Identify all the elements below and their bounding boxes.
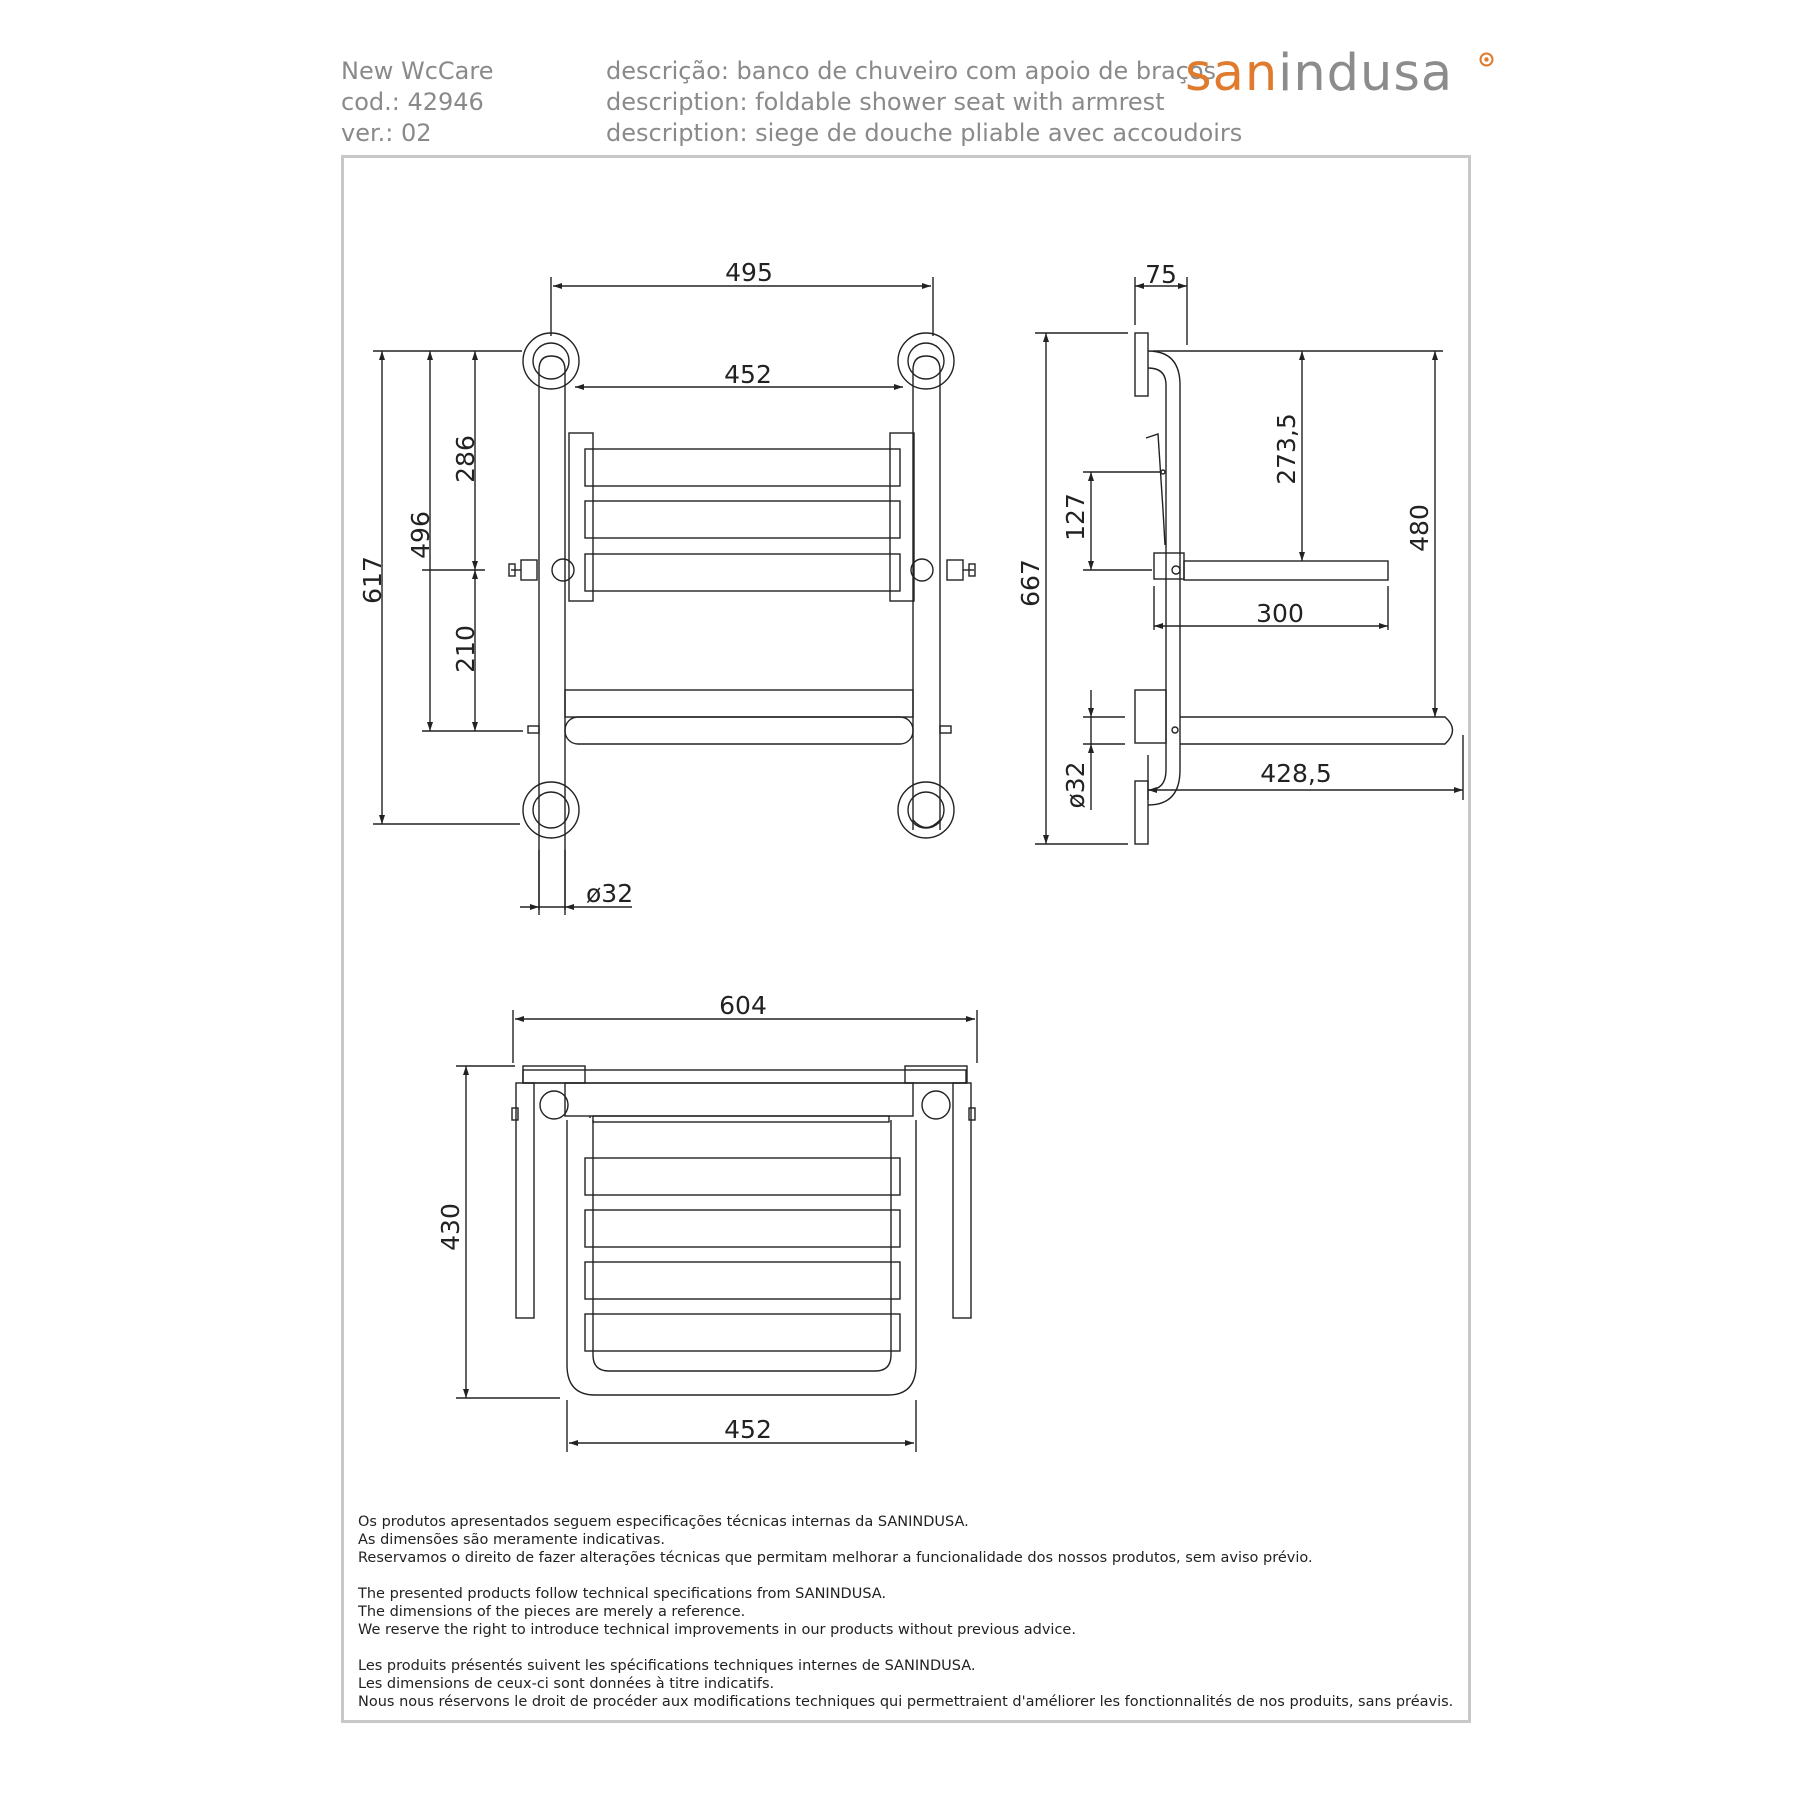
note-fr-1: Les produits présentés suivent les spécifications techniques internes de SANINDUSA. [358,1658,976,1674]
dim-front-diameter: ø32 [586,879,634,908]
dim-side-300: 300 [1256,599,1304,628]
description-en: description: foldable shower seat with armrest [606,88,1165,116]
note-en-3: We reserve the right to introduce technical improvements in our products without previous advice. [358,1622,1076,1638]
notes-pt [358,1513,1453,1567]
dim-side-75: 75 [1145,260,1177,289]
note-pt-1: Os produtos apresentados seguem especificações técnicas internas da SANINDUSA. [358,1514,969,1530]
logo-part-san: san [1185,44,1279,103]
dim-side-480: 480 [1405,504,1434,552]
note-pt-2: As dimensões são meramente indicativas. [358,1532,665,1548]
dim-top-604: 604 [719,991,767,1020]
note-fr-2: Les dimensions de ceux-ci sont données à titre indicatifs. [358,1676,775,1692]
dim-side-273-5: 273,5 [1272,413,1301,485]
dim-front-452: 452 [724,360,772,389]
dim-side-667: 667 [1016,559,1045,607]
dim-front-495: 495 [725,258,773,287]
dim-front-496: 496 [406,511,435,559]
product-code: cod.: 42946 [341,88,484,116]
dim-front-210: 210 [451,625,480,673]
note-en-2: The dimensions of the pieces are merely a reference. [358,1604,746,1620]
product-name: New WcCare [341,57,494,85]
front-view [509,333,975,910]
dim-side-diameter: ø32 [1061,761,1090,809]
notes-en [358,1585,1453,1639]
description-pt: descrição: banco de chuveiro com apoio de braços [606,57,1217,85]
note-fr-3: Nous nous réservons le droit de procéder aux modifications techniques qui permettraient d'améliorer les fonctionnalités de nos produits, sans préavis. [358,1694,1454,1710]
dim-side-127: 127 [1061,493,1090,541]
dim-top-452: 452 [724,1415,772,1444]
dim-side-428-5: 428,5 [1260,759,1332,788]
note-en-1: The presented products follow technical specifications from SANINDUSA. [358,1586,887,1602]
dim-top-430: 430 [436,1203,465,1251]
logo-part-indusa: indusa [1278,44,1454,103]
disclaimer-notes [358,1513,1453,1711]
note-pt-3: Reservamos o direito de fazer alterações técnicas que permitam melhorar a funcionalidade dos nossos produtos, sem aviso prévio. [358,1550,1313,1566]
product-version: ver.: 02 [341,119,432,147]
notes-fr [358,1657,1453,1711]
dim-front-617: 617 [358,556,387,604]
front-dimension-lines [373,277,933,915]
description-fr: description: siege de douche pliable avec accoudoirs [606,119,1243,147]
dim-front-286: 286 [451,435,480,483]
top-view [512,1066,975,1395]
